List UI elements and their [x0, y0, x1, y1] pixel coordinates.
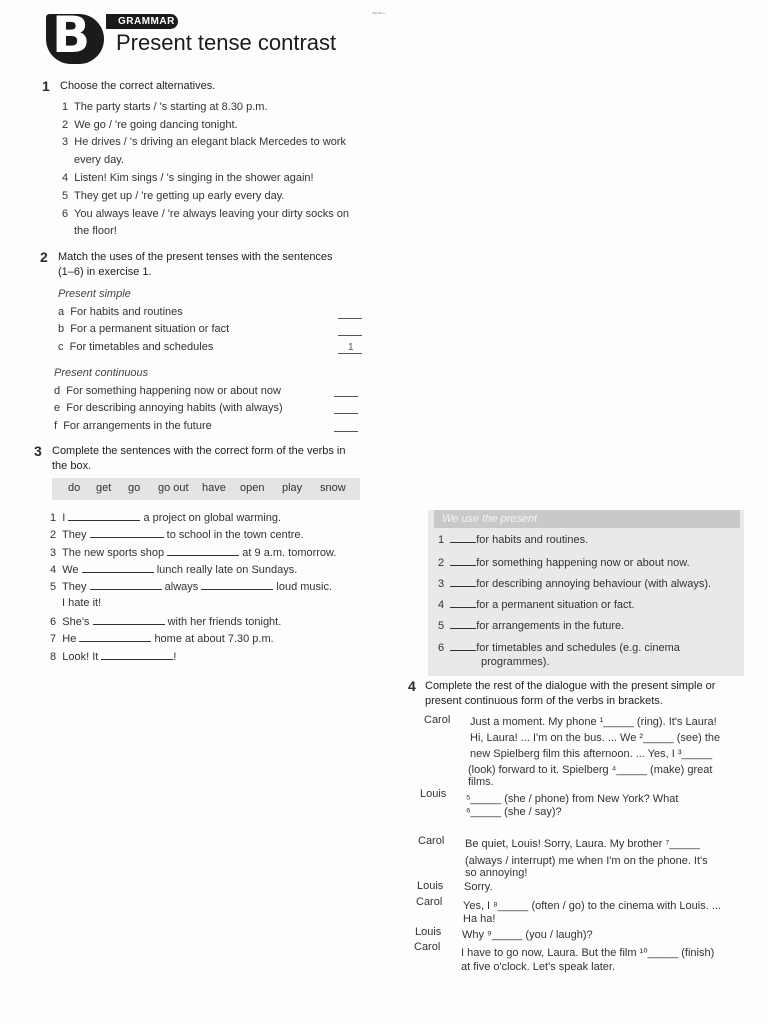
exercise-3-number: 3	[34, 443, 42, 459]
dialogue-line: Just a moment. My phone ¹_____ (ring). It's Laura!	[470, 716, 717, 728]
answer-blank[interactable]	[338, 318, 362, 319]
section-letter: B	[52, 6, 91, 64]
answer-blank[interactable]	[450, 618, 476, 629]
corner-mark: ~~·	[372, 8, 386, 18]
uses-box-item: 3 for describing annoying behaviour (with always).	[438, 578, 712, 590]
dialogue-speaker: Louis	[415, 926, 442, 938]
dialogue-line: Why ⁹_____ (you / laugh)?	[462, 929, 593, 941]
dialogue-line: ⁶_____ (she / say)?	[466, 806, 562, 818]
dialogue-line: I have to go now, Laura. But the film ¹⁰_____ (finish)	[461, 947, 715, 959]
dialogue-speaker: Carol	[418, 835, 445, 847]
uses-box-item: 1 for habits and routines.	[438, 534, 589, 546]
ex1-item-cont: every day.	[74, 154, 124, 166]
answer-blank[interactable]	[90, 579, 162, 590]
dialogue-line: Yes, I ⁸_____ (often / go) to the cinema with Louis. ...	[463, 900, 721, 912]
answer-blank[interactable]	[450, 532, 476, 543]
dialogue-speaker: Carol	[424, 714, 451, 726]
verb-word: go out	[158, 482, 189, 494]
dialogue-line: so annoying!	[465, 867, 528, 879]
ex3-item: 3 The new sports shop at 9 a.m. tomorrow.	[50, 547, 337, 559]
ex3-item-cont: I hate it!	[62, 597, 102, 609]
handwritten-answer: 1	[348, 342, 354, 353]
answer-blank[interactable]	[101, 649, 173, 660]
present-simple-heading: Present simple	[58, 288, 131, 300]
present-continuous-heading: Present continuous	[54, 367, 149, 379]
ex3-item: 7 He home at about 7.30 p.m.	[50, 633, 274, 645]
ex3-item: 2 They to school in the town centre.	[50, 529, 304, 541]
exercise-2-number: 2	[40, 249, 48, 265]
ex2-use-item: b For a permanent situation or fact	[58, 323, 230, 335]
exercise-2-instruction-cont: (1–6) in exercise 1.	[58, 266, 152, 278]
dialogue-line: new Spielberg film this afternoon. ... Yes, I ³_____	[470, 748, 713, 760]
answer-blank[interactable]	[82, 562, 154, 573]
uses-box-item: 6 for timetables and schedules (e.g. cinema	[438, 642, 680, 654]
ex1-item: 5 They get up / 're getting up early every day.	[62, 190, 285, 202]
dialogue-line: at five o'clock. Let's speak later.	[461, 961, 615, 973]
answer-blank[interactable]	[450, 576, 476, 587]
ex3-item: 4 We lunch really late on Sundays.	[50, 564, 298, 576]
ex2-use-item: f For arrangements in the future	[54, 420, 212, 432]
uses-box-item: 2 for something happening now or about now.	[438, 557, 690, 569]
dialogue-line: Be quiet, Louis! Sorry, Laura. My brother ⁷_____	[465, 838, 700, 850]
verb-word: open	[240, 482, 265, 494]
uses-box-item: 5 for arrangements in the future.	[438, 620, 625, 632]
ex1-item: 2 We go / 're going dancing tonight.	[62, 119, 238, 131]
ex1-item: 6 You always leave / 're always leaving your dirty socks on	[62, 208, 350, 220]
answer-blank[interactable]	[450, 555, 476, 566]
answer-blank[interactable]	[79, 631, 151, 642]
grammar-label: GRAMMAR	[106, 14, 178, 29]
ex3-item: 8 Look! It !	[50, 651, 177, 663]
verb-word: snow	[320, 482, 346, 494]
dialogue-speaker: Carol	[416, 896, 443, 908]
exercise-3-instruction: Complete the sentences with the correct form of the verbs in	[52, 445, 346, 457]
dialogue-line: Hi, Laura! ... I'm on the bus. ... We ²_____ (see) the	[470, 732, 721, 744]
page-title: Present tense contrast	[116, 30, 337, 55]
exercise-1-instruction: Choose the correct alternatives.	[60, 80, 216, 92]
answer-blank[interactable]	[450, 640, 476, 651]
answer-blank[interactable]	[93, 614, 165, 625]
uses-box-heading: We use the present	[434, 510, 740, 528]
exercise-2-instruction: Match the uses of the present tenses with the sentences	[58, 251, 333, 263]
ex2-use-item: d For something happening now or about now	[54, 385, 281, 397]
dialogue-line: films.	[468, 776, 494, 788]
dialogue-line: (always / interrupt) me when I'm on the phone. It's	[465, 855, 708, 867]
answer-blank[interactable]	[334, 431, 358, 432]
dialogue-line: ⁵_____ (she / phone) from New York? What	[466, 793, 679, 805]
dialogue-line: (look) forward to it. Spielberg ⁴_____ (make) great	[468, 764, 713, 776]
dialogue-speaker: Louis	[417, 880, 444, 892]
ex2-use-item: e For describing annoying habits (with always)	[54, 402, 283, 414]
answer-blank[interactable]	[334, 396, 358, 397]
uses-box-item-cont: programmes).	[481, 656, 550, 668]
ex2-use-item: a For habits and routines	[58, 306, 183, 318]
ex1-item-cont: the floor!	[74, 225, 117, 237]
ex3-item: 1 I a project on global warming.	[50, 512, 282, 524]
exercise-3-instruction-cont: the box.	[52, 460, 92, 472]
verb-word: have	[202, 482, 226, 494]
dialogue-speaker: Louis	[420, 788, 447, 800]
exercise-1-number: 1	[42, 78, 50, 94]
ex3-item: 6 She's with her friends tonight.	[50, 616, 282, 628]
verb-box	[52, 478, 360, 500]
answer-blank[interactable]	[201, 579, 273, 590]
answer-blank[interactable]	[334, 413, 358, 414]
verb-word: go	[128, 482, 141, 494]
ex1-item: 4 Listen! Kim sings / 's singing in the shower again!	[62, 172, 314, 184]
verb-word: do	[68, 482, 81, 494]
answer-blank[interactable]	[167, 545, 239, 556]
dialogue-line: Sorry.	[464, 881, 493, 893]
uses-box-item: 4 for a permanent situation or fact.	[438, 599, 635, 611]
answer-blank[interactable]	[68, 510, 140, 521]
ex2-use-item: c For timetables and schedules	[58, 341, 214, 353]
exercise-4-instruction: Complete the rest of the dialogue with the present simple or	[425, 680, 716, 692]
ex1-item: 1 The party starts / 's starting at 8.30 p.m.	[62, 101, 268, 113]
exercise-4-number: 4	[408, 678, 416, 694]
answer-blank[interactable]	[338, 335, 362, 336]
ex1-item: 3 He drives / 's driving an elegant black Mercedes to work	[62, 136, 346, 148]
verb-word: play	[282, 482, 303, 494]
ex3-item: 5 They always loud music.	[50, 581, 333, 593]
answer-blank[interactable]	[450, 597, 476, 608]
dialogue-speaker: Carol	[414, 941, 441, 953]
verb-word: get	[96, 482, 112, 494]
exercise-4-instruction-cont: present continuous form of the verbs in brackets.	[425, 695, 663, 707]
dialogue-line: Ha ha!	[463, 913, 496, 925]
answer-blank[interactable]	[90, 527, 164, 538]
answer-blank[interactable]	[338, 353, 362, 354]
